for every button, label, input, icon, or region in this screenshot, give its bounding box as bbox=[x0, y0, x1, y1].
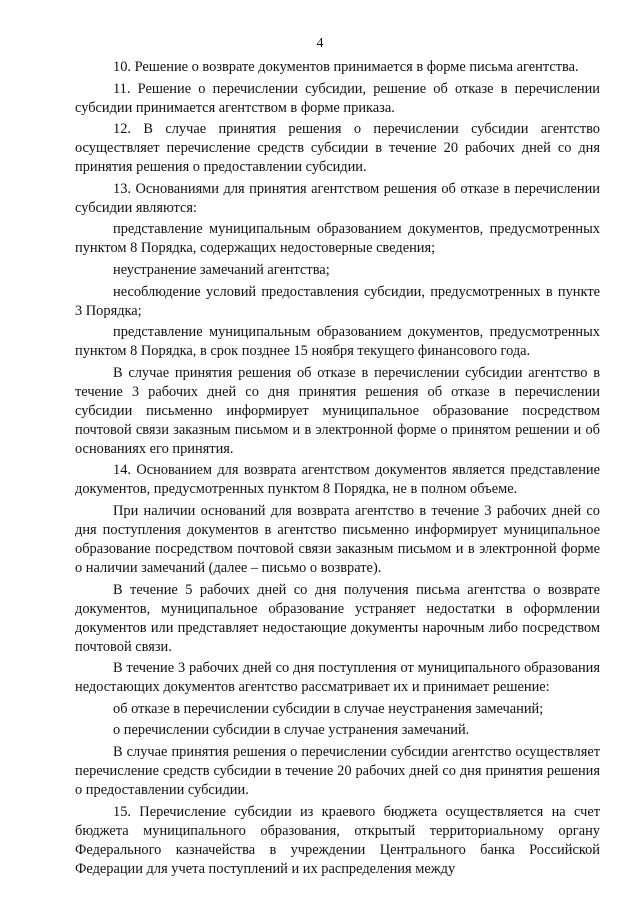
paragraph-14-transfer: В случае принятия решения о перечислении субсидии агентство осуществляет перечисление средств субсидии в течение 20 рабочих дней со дня принятия решения о предоставлении субсидии. bbox=[75, 743, 600, 798]
paragraph-13-item-4: представление муниципальным образованием документов, предусмотренных пунктом 8 Порядка, в срок позднее 15 ноября текущего финансового года. bbox=[75, 324, 600, 360]
paragraph-14-decision-1: об отказе в перечислении субсидии в случае неустранения замечаний; bbox=[113, 700, 544, 717]
paragraph-13-item-1: представление муниципальным образованием документов, предусмотренных пунктом 8 Порядка, содержащих недостоверные сведения; bbox=[75, 221, 600, 257]
paragraph-14: 14. Основанием для возврата агентством документов является представление документов, предусмотренных пунктом 8 Порядка, не в полном объеме. bbox=[75, 462, 600, 498]
paragraph-13-item-3: несоблюдение условий предоставления субсидии, предусмотренных в пункте 3 Порядка; bbox=[75, 283, 600, 319]
paragraph-13: 13. Основаниями для принятия агентством решения об отказе в перечислении субсидии являются: bbox=[75, 180, 600, 216]
paragraph-14-decision-2: о перечислении субсидии в случае устранения замечаний. bbox=[113, 722, 470, 739]
paragraph-15: 15. Перечисление субсидии из краевого бюджета осуществляется на счет бюджета муниципального образования, открытый территориальному органу Федерального казначейства в учреждении Центрального банка Российской Федерации для учета поступлений и их распределения между bbox=[75, 803, 600, 877]
paragraph-13-refusal: В случае принятия решения об отказе в перечислении субсидии агентство в течение 3 рабочих дней со дня принятия решения об отказе в перечислении субсидии письменно информирует муниципальное образование посредством почтовой связи заказным письмом и в электронной форме о принятом решении и об основаниях его принятия. bbox=[75, 364, 600, 457]
page-number: 4 bbox=[316, 36, 324, 51]
paragraph-11: 11. Решение о перечислении субсидии, решение об отказе в перечислении субсидии принимается агентством в форме приказа. bbox=[75, 80, 600, 116]
paragraph-14-return: При наличии оснований для возврата агентство в течение 3 рабочих дней со дня поступления документов в агентство письменно информирует муниципальное образование посредством почтовой связи заказным письмом и в электронной форме о наличии замечаний (далее – письмо о возврате). bbox=[75, 502, 600, 576]
paragraph-14-correction: В течение 5 рабочих дней со дня получения письма агентства о возврате документов, муниципальное образование устраняет недостатки в оформлении документов или представляет недостающие документы нарочным либо посредством почтовой связи. bbox=[75, 581, 600, 655]
paragraph-13-item-2: неустранение замечаний агентства; bbox=[113, 261, 330, 278]
paragraph-10: 10. Решение о возврате документов принимается в форме письма агентства. bbox=[113, 59, 579, 75]
paragraph-12: 12. В случае принятия решения о перечислении субсидии агентство осуществляет перечисление средств субсидии в течение 20 рабочих дней со дня принятия решения о предоставлении субсидии. bbox=[75, 121, 600, 176]
document-body bbox=[75, 58, 600, 881]
paragraph-14-review: В течение 3 рабочих дней со дня поступления от муниципального образования недостающих документов агентство рассматривает их и принимает решение: bbox=[75, 660, 600, 696]
